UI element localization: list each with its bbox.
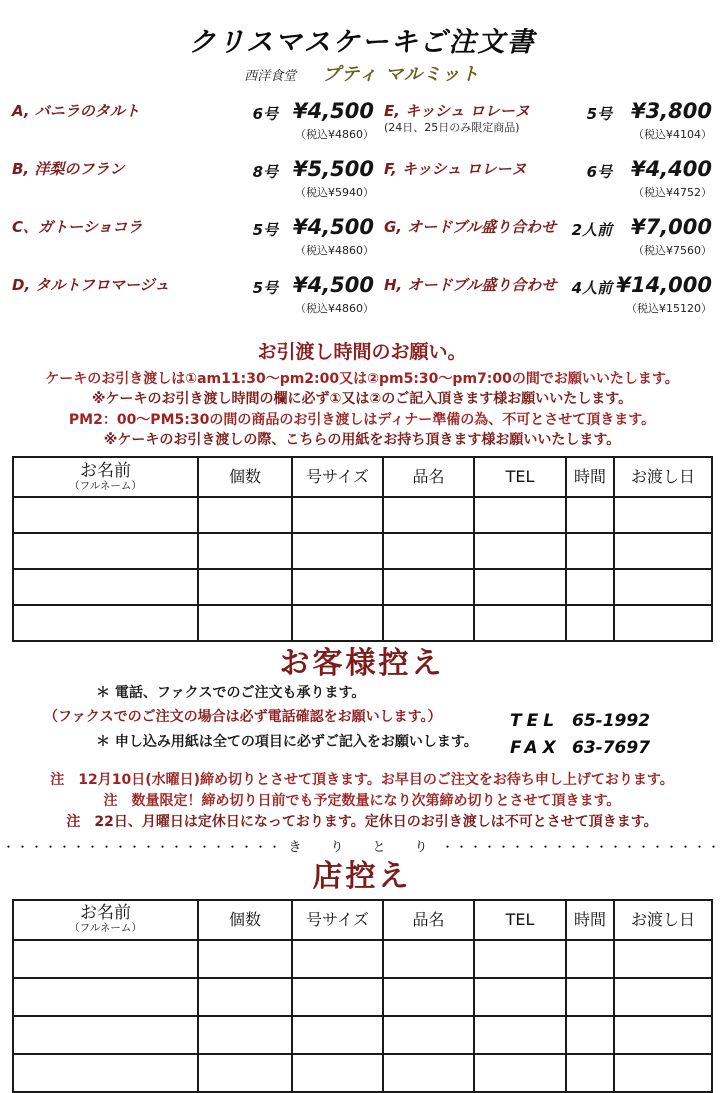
item-tax-price: （税込¥4752） bbox=[633, 186, 712, 199]
item-tax-price: （税込¥4860） bbox=[295, 128, 374, 141]
item-size: 5号 bbox=[252, 221, 278, 239]
store-copy-heading: 店控え bbox=[312, 858, 412, 894]
cell bbox=[292, 978, 383, 1016]
col-quantity: 個数 bbox=[198, 457, 292, 497]
col-quantity: 個数 bbox=[198, 900, 292, 940]
cell bbox=[292, 940, 383, 978]
item-price-block bbox=[612, 157, 712, 200]
cell bbox=[13, 940, 198, 978]
cell bbox=[566, 978, 614, 1016]
cell bbox=[13, 497, 198, 533]
customer-copy-heading: お客様控え bbox=[279, 646, 445, 682]
item-tax-price: （税込¥4860） bbox=[295, 244, 374, 257]
pickup-line-4: ※ケーキのお引き渡しの際、こちらの用紙をお持ち頂きます様お願いいたします。 bbox=[103, 431, 621, 448]
col-name bbox=[13, 900, 198, 940]
item-price: ¥5,500 bbox=[292, 157, 374, 181]
item-name: C、ガトーショコラ bbox=[12, 218, 143, 236]
item-tax-price: （税込¥15120） bbox=[626, 302, 712, 315]
shop-name: プティ マルミット bbox=[322, 64, 480, 85]
item-size: 5号 bbox=[586, 105, 612, 123]
pickup-line-1: ケーキのお引き渡しは①am11:30～pm2:00又は②pm5:30～pm7:00の間でお願いいたします。 bbox=[45, 371, 679, 387]
fax-number: 63-7697 bbox=[572, 738, 651, 759]
item-price-block bbox=[278, 273, 374, 316]
cell bbox=[474, 497, 566, 533]
customer-order-table bbox=[12, 456, 713, 642]
item-size: 5号 bbox=[252, 279, 278, 297]
cut-dots-right: ・・・・・・・・・・・・・・・・・・・・ bbox=[441, 839, 722, 854]
cell bbox=[292, 497, 383, 533]
caution-deadline: 注 12月10日(水曜日)締め切りとさせて頂きます。お早目のご注文をお待ち申し上げております。 bbox=[50, 771, 674, 788]
item-price: ¥14,000 bbox=[616, 273, 712, 297]
menu-item-b bbox=[12, 157, 374, 201]
caution-closed-day: 注 22日、月曜日は定休日になっております。定休日のお引き渡しは不可とさせて頂きます。 bbox=[66, 813, 658, 830]
item-price: ¥3,800 bbox=[630, 99, 712, 123]
menu-column-right bbox=[384, 99, 712, 331]
menu-item-c bbox=[12, 215, 374, 259]
cell bbox=[614, 569, 712, 605]
cell bbox=[198, 569, 292, 605]
note-phone-fax-order: ＊ 電話、ファクスでのご注文も承ります。 bbox=[96, 685, 366, 702]
cell bbox=[198, 1054, 292, 1092]
menu-item-a bbox=[12, 99, 374, 143]
cell bbox=[292, 1054, 383, 1092]
col-name-sub: （フルネーム） bbox=[69, 479, 142, 492]
cell bbox=[198, 978, 292, 1016]
col-date: お渡し日 bbox=[614, 457, 712, 497]
col-name-label: お名前 bbox=[80, 461, 131, 482]
col-time: 時間 bbox=[566, 457, 614, 497]
cell bbox=[198, 1016, 292, 1054]
table-row bbox=[13, 940, 712, 978]
col-size: 号サイズ bbox=[292, 900, 383, 940]
caution-limited: 注 数量限定！締め切り日前でも予定数量になり次第締め切りとさせて頂きます。 bbox=[103, 792, 621, 809]
cell bbox=[566, 1016, 614, 1054]
menu-section bbox=[0, 99, 724, 331]
page-title: クリスマスケーキご注文書 bbox=[188, 27, 536, 58]
item-price: ¥7,000 bbox=[630, 215, 712, 239]
table-row bbox=[13, 569, 712, 605]
col-tel: TEL bbox=[474, 457, 566, 497]
menu-item-g bbox=[384, 215, 712, 259]
col-size: 号サイズ bbox=[292, 457, 383, 497]
table-row bbox=[13, 1054, 712, 1092]
fax-label: FAX bbox=[510, 738, 561, 759]
cell bbox=[614, 940, 712, 978]
item-limited-note: (24日、25日のみ限定商品) bbox=[384, 121, 520, 135]
cell bbox=[474, 569, 566, 605]
fax-line bbox=[510, 735, 706, 762]
item-price-block bbox=[612, 215, 712, 258]
item-price: ¥4,500 bbox=[292, 99, 374, 123]
tel-label: TEL bbox=[510, 711, 560, 732]
cell bbox=[566, 605, 614, 641]
cell bbox=[474, 940, 566, 978]
cell bbox=[383, 1054, 474, 1092]
col-item: 品名 bbox=[383, 457, 474, 497]
menu-item-h bbox=[384, 273, 712, 317]
cell bbox=[566, 1054, 614, 1092]
cell bbox=[474, 1016, 566, 1054]
cell bbox=[292, 605, 383, 641]
col-name-label: お名前 bbox=[80, 903, 131, 924]
tel-line bbox=[510, 708, 706, 735]
cell bbox=[474, 605, 566, 641]
note-fill-all-fields: ＊ 申し込み用紙は全ての項目に必ずご記入をお願いします。 bbox=[96, 734, 478, 751]
cell bbox=[383, 605, 474, 641]
table-row bbox=[13, 533, 712, 569]
col-date: お渡し日 bbox=[614, 900, 712, 940]
item-tax-price: （税込¥4104） bbox=[633, 128, 712, 141]
cell bbox=[614, 1016, 712, 1054]
item-tax-price: （税込¥5940） bbox=[295, 186, 374, 199]
menu-column-left bbox=[12, 99, 384, 331]
col-tel: TEL bbox=[474, 900, 566, 940]
col-item: 品名 bbox=[383, 900, 474, 940]
cell bbox=[13, 1016, 198, 1054]
cell bbox=[13, 569, 198, 605]
item-price: ¥4,400 bbox=[630, 157, 712, 181]
item-name: A, バニラのタルト bbox=[12, 102, 140, 120]
cell bbox=[614, 978, 712, 1016]
cell bbox=[566, 569, 614, 605]
cell bbox=[566, 533, 614, 569]
cell bbox=[383, 940, 474, 978]
item-name: G, オードブル盛り合わせ bbox=[384, 218, 557, 236]
item-name: B, 洋梨のフラン bbox=[12, 160, 125, 178]
pickup-heading: お引渡し時間のお願い。 bbox=[257, 341, 467, 363]
item-size: 2人前 bbox=[571, 221, 612, 239]
menu-item-d bbox=[12, 273, 374, 317]
cell bbox=[566, 940, 614, 978]
notes-column bbox=[18, 685, 510, 762]
item-size: 6号 bbox=[252, 105, 278, 123]
cell bbox=[474, 978, 566, 1016]
table-header-row bbox=[13, 900, 712, 940]
table-row bbox=[13, 978, 712, 1016]
item-name: H, オードブル盛り合わせ bbox=[384, 276, 557, 294]
pickup-line-3: PM2：00～PM5:30の間の商品のお引き渡しはディナー準備の為、不可とさせて頂きます。 bbox=[68, 411, 656, 428]
menu-item-e bbox=[384, 99, 712, 143]
item-size: 6号 bbox=[586, 163, 612, 181]
item-name: D, タルトフロマージュ bbox=[12, 276, 170, 294]
item-price-block bbox=[278, 215, 374, 258]
cell bbox=[614, 1054, 712, 1092]
item-size: 8号 bbox=[252, 163, 278, 181]
cell bbox=[383, 1016, 474, 1054]
item-size: 4人前 bbox=[571, 279, 612, 297]
tel-number: 65-1992 bbox=[572, 711, 651, 732]
item-name-text: E, キッシュ ロレーヌ bbox=[384, 102, 530, 120]
cell bbox=[198, 533, 292, 569]
subtitle bbox=[0, 60, 724, 86]
pickup-line-2: ※ケーキのお引き渡し時間の欄に必ず①又は②のご記入頂きます様お願いいたします。 bbox=[91, 391, 633, 408]
shop-prefix: 西洋食堂 bbox=[244, 69, 297, 84]
item-tax-price: （税込¥4860） bbox=[295, 302, 374, 315]
cut-line bbox=[0, 836, 724, 855]
cell bbox=[614, 533, 712, 569]
item-price-block bbox=[278, 99, 374, 142]
table-header-row bbox=[13, 457, 712, 497]
cell bbox=[383, 978, 474, 1016]
cut-dots-left: ・・・・・・・・・・・・・・・・・・・・ bbox=[2, 839, 283, 854]
note-fax-confirm: （ファクスでのご注文の場合は必ず電話確認をお願いします。） bbox=[44, 709, 442, 726]
pickup-notice-section bbox=[0, 337, 724, 450]
cell bbox=[474, 533, 566, 569]
item-price: ¥4,500 bbox=[292, 273, 374, 297]
item-price-block bbox=[612, 99, 712, 142]
cell bbox=[383, 497, 474, 533]
col-name bbox=[13, 457, 198, 497]
item-price-block bbox=[278, 157, 374, 200]
cut-label: き り と り bbox=[288, 839, 436, 855]
store-order-table bbox=[12, 899, 713, 1093]
item-tax-price: （税込¥7560） bbox=[633, 244, 712, 257]
cell bbox=[198, 940, 292, 978]
cell bbox=[198, 497, 292, 533]
cell bbox=[614, 605, 712, 641]
table-row bbox=[13, 605, 712, 641]
contact-column bbox=[510, 685, 706, 762]
item-name bbox=[384, 99, 558, 135]
cell bbox=[566, 497, 614, 533]
cell bbox=[292, 533, 383, 569]
menu-item-f bbox=[384, 157, 712, 201]
cell bbox=[13, 605, 198, 641]
cell bbox=[383, 569, 474, 605]
customer-copy-notes bbox=[0, 685, 724, 762]
cell bbox=[292, 569, 383, 605]
col-name-sub: （フルネーム） bbox=[69, 922, 142, 935]
cell bbox=[383, 533, 474, 569]
table-row bbox=[13, 1016, 712, 1054]
item-price: ¥4,500 bbox=[292, 215, 374, 239]
cell bbox=[13, 1054, 198, 1092]
cell bbox=[13, 533, 198, 569]
col-time: 時間 bbox=[566, 900, 614, 940]
cell bbox=[292, 1016, 383, 1054]
item-name: F, キッシュ ロレーヌ bbox=[384, 160, 527, 178]
cell bbox=[198, 605, 292, 641]
caution-section bbox=[0, 770, 724, 833]
cell bbox=[614, 497, 712, 533]
cell bbox=[13, 978, 198, 1016]
table-row bbox=[13, 497, 712, 533]
item-price-block bbox=[612, 273, 712, 316]
cell bbox=[474, 1054, 566, 1092]
